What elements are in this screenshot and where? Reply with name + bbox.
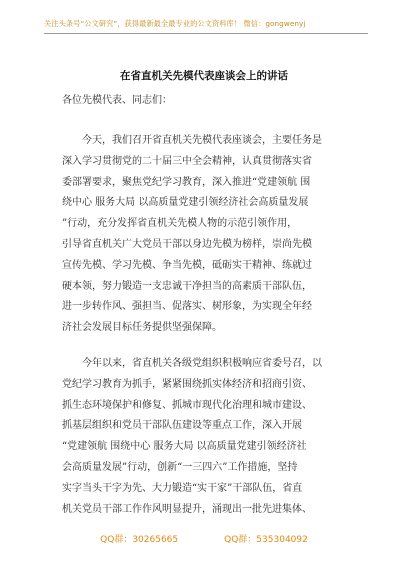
paragraph-line: 委部署要求，聚焦党纪学习教育，深入推进“党建领航 围 [62, 176, 311, 188]
paragraph-line: 抓生态环境保护和修复、抓城市现代化治理和城市建设、 [62, 399, 312, 411]
paragraph-line: 机关党员干部工作作风明显提升，涌现出一批先进集体、 [62, 503, 312, 515]
document-title: 在省直机关先模代表座谈会上的讲话 [120, 70, 288, 82]
paragraph-line: 硬本领，努力锻造一支忠诚干净担当的高素质干部队伍， [62, 280, 312, 292]
salutation: 各位先模代表、同志们： [62, 95, 172, 106]
paragraph-line: 济社会发展目标任务提供坚强保障。 [62, 322, 222, 334]
footer [0, 532, 408, 545]
paragraph-line: 实字当头干字为先、大力锻造“实干家”干部队伍，省直 [62, 482, 303, 494]
paragraph-line: 进一步转作风、强担当、促落实、树形象，为实现全年经 [62, 301, 312, 313]
paragraph-line: 深入学习贯彻党的二十届三中全会精神，认真贯彻落实省 [62, 155, 312, 167]
paragraph-line: 宣传先模、学习先模、争当先模，砥砺实干精神、练就过 [62, 259, 312, 271]
paragraph-line: ”行动，充分发挥省直机关先模人物的示范引领作用， [62, 218, 298, 230]
paragraph-line: 抓基层组织和党员干部队伍建设等重点工作，深入开展 [62, 420, 302, 432]
paragraph-line: 引导省直机关广大党员干部以身边先模为榜样，崇尚先模 [62, 238, 312, 250]
paragraph-2 [62, 354, 348, 520]
paragraph-line: 今年以来，省直机关各级党组织积极响应省委号召，以 [82, 358, 322, 369]
paragraph-1 [62, 131, 348, 339]
header-notice: 关注头条号“公文研究”，获得最新最全最专业的公文资料库！ 微信：gongwenyj [44, 19, 306, 28]
paragraph-line: 今天，我们召开省直机关先模代表座谈会，主要任务是 [82, 135, 322, 146]
footer-qq-group-2: QQ群：535304092 [224, 535, 308, 545]
paragraph-line: 绕中心 服务大局 以高质量党建引领经济社会高质量发展 [62, 197, 309, 209]
paragraph-line: “党建领航 围绕中心 服务大局 以高质量党建引领经济社 [62, 441, 307, 453]
footer-qq-group-1: QQ群：30265665 [100, 535, 179, 545]
paragraph-line: 党纪学习教育为抓手，紧紧围绕抓实体经济和招商引资、 [62, 378, 312, 390]
header-divider [44, 33, 368, 34]
paragraph-line: 会高质量发展”行动，创新“一三四六”工作措施，坚持 [62, 461, 298, 473]
